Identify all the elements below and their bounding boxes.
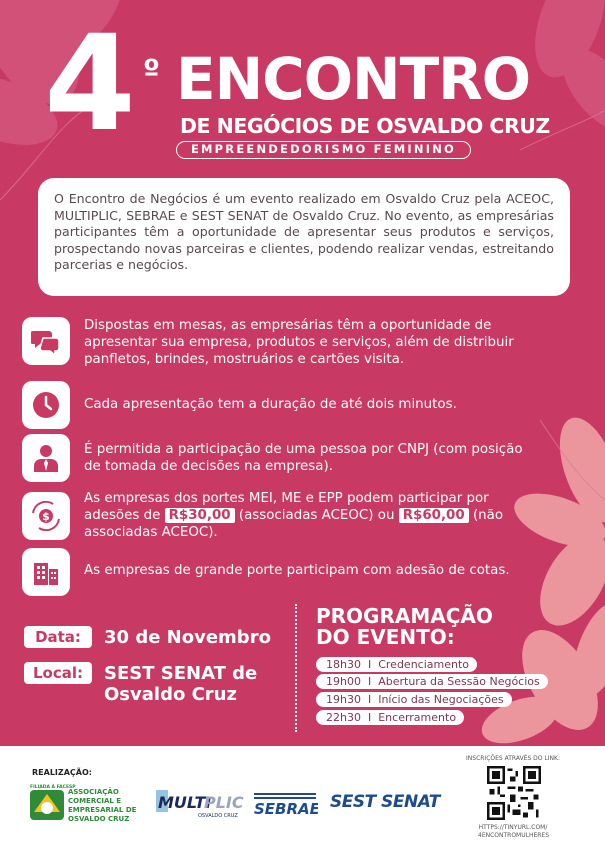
- page-title: ENCONTRO: [176, 45, 531, 113]
- info-text: É permitida a participação de uma pessoa por CNPJ (com posição de tomada de decisões na empresa).: [84, 442, 523, 474]
- program-entry: [316, 710, 464, 725]
- date-value: 30 de Novembro: [104, 627, 271, 648]
- chat-bubbles-icon: [22, 317, 70, 365]
- location-label: Local:: [24, 662, 92, 684]
- aceoc-affiliation: FILIADA À FACESP: [30, 785, 76, 790]
- program-separator: I: [367, 693, 372, 706]
- program-separator: I: [367, 711, 372, 724]
- ordinal-mark: º: [143, 54, 160, 89]
- aceoc-line: COMERCIAL E: [68, 797, 122, 805]
- info-item-pricing: [22, 490, 534, 541]
- divider: [295, 604, 297, 732]
- pricing-text: (não associadas ACEOC).: [84, 508, 504, 540]
- info-text: [84, 490, 534, 541]
- program-label: Encerramento: [378, 711, 457, 724]
- price-associated: R$30,00: [165, 508, 235, 523]
- aceoc-line: ASSOCIAÇÃO: [68, 788, 119, 796]
- sest-senat-logo: SEST SENAT: [330, 792, 440, 812]
- program-separator: I: [367, 675, 372, 688]
- program-title: [316, 606, 493, 648]
- program-separator: I: [367, 658, 372, 671]
- price-non-associated: R$60,00: [399, 508, 469, 523]
- theme-badge: EMPREENDEDORISMO FEMININO: [176, 141, 471, 159]
- aceoc-line: EMPRESARIAL DE: [68, 806, 137, 814]
- intro-text: O Encontro de Negócios é um evento realizado em Osvaldo Cruz pela ACEOC, MULTIPLIC, SEBRAE e SEST SENAT de Osvaldo Cruz. No evento, as empresárias participantes têm a oportunidade de apresentar seus produtos e serviços, prospectando novas parceiras e clientes, podendo realizar vendas, estreitando parcerias e negócios.: [38, 178, 570, 296]
- info-item-participation: [22, 434, 534, 482]
- info-text: As empresas de grande porte participam com adesão de cotas.: [84, 563, 510, 578]
- program-entry: [316, 674, 548, 689]
- program-label: Início das Negociações: [378, 693, 504, 706]
- money-exchange-icon: [22, 492, 70, 540]
- edition-number: 4: [44, 7, 132, 161]
- info-item-large-companies: [22, 548, 554, 596]
- multiplic-subtext: OSVALDO CRUZ: [198, 813, 238, 819]
- program-time: 18h30: [326, 658, 361, 671]
- svg-text:$: $: [42, 510, 50, 523]
- date-label: Data:: [24, 626, 92, 648]
- program-label: Credenciamento: [378, 658, 470, 671]
- location-value-2: Osvaldo Cruz: [104, 684, 237, 705]
- sebrae-logo: [252, 790, 318, 822]
- program-time: 19h30: [326, 693, 361, 706]
- location-value-1: SEST SENAT de: [104, 663, 258, 684]
- multiplic-text: PLIC: [204, 793, 244, 812]
- sebrae-text: SEBRAE: [254, 800, 318, 818]
- multiplic-text: MULTI: [158, 793, 212, 812]
- inscricoes-label: INSCRIÇÕES ATRAVÉS DO LINK:: [466, 755, 560, 762]
- buildings-icon: [22, 548, 70, 596]
- info-item-duration: [22, 381, 534, 429]
- program-entry: [316, 657, 477, 672]
- registration-link[interactable]: [478, 824, 548, 840]
- qr-code: [487, 766, 541, 824]
- pricing-text: (associadas ACEOC) ou: [238, 508, 395, 523]
- aceoc-logo: [30, 782, 140, 826]
- program-label: Abertura da Sessão Negócios: [378, 675, 540, 688]
- person-icon: [22, 434, 70, 482]
- pricing-text: As empresas dos portes MEI, ME e EPP podem participar por adesões de: [84, 491, 489, 523]
- info-item-tables: [22, 317, 534, 368]
- page-subtitle: DE NEGÓCIOS DE OSVALDO CRUZ: [180, 114, 550, 138]
- program-entry: [316, 692, 512, 707]
- registration-link-line: HTTPS://TINYURL.COM/: [478, 824, 548, 831]
- multiplic-logo: [156, 790, 246, 824]
- registration-link-line: 4ENCONTROMULHERES: [478, 832, 550, 839]
- program-title-line: DO EVENTO:: [316, 625, 455, 649]
- program-title-line: PROGRAMAÇÃO: [316, 604, 493, 628]
- info-text: Cada apresentação tem a duração de até dois minutos.: [84, 397, 457, 412]
- clock-icon: [22, 381, 70, 429]
- info-text: Dispostas em mesas, as empresárias têm a oportunidade de apresentar sua empresa, produtos e serviços, além de distribuir panfletos, brindes, mostruários e cartões visita.: [84, 318, 514, 367]
- aceoc-line: OSVALDO CRUZ: [68, 815, 130, 822]
- program-time: 22h30: [326, 711, 361, 724]
- program-time: 19h00: [326, 675, 361, 688]
- realizacao-label: REALIZAÇÃO:: [32, 768, 92, 777]
